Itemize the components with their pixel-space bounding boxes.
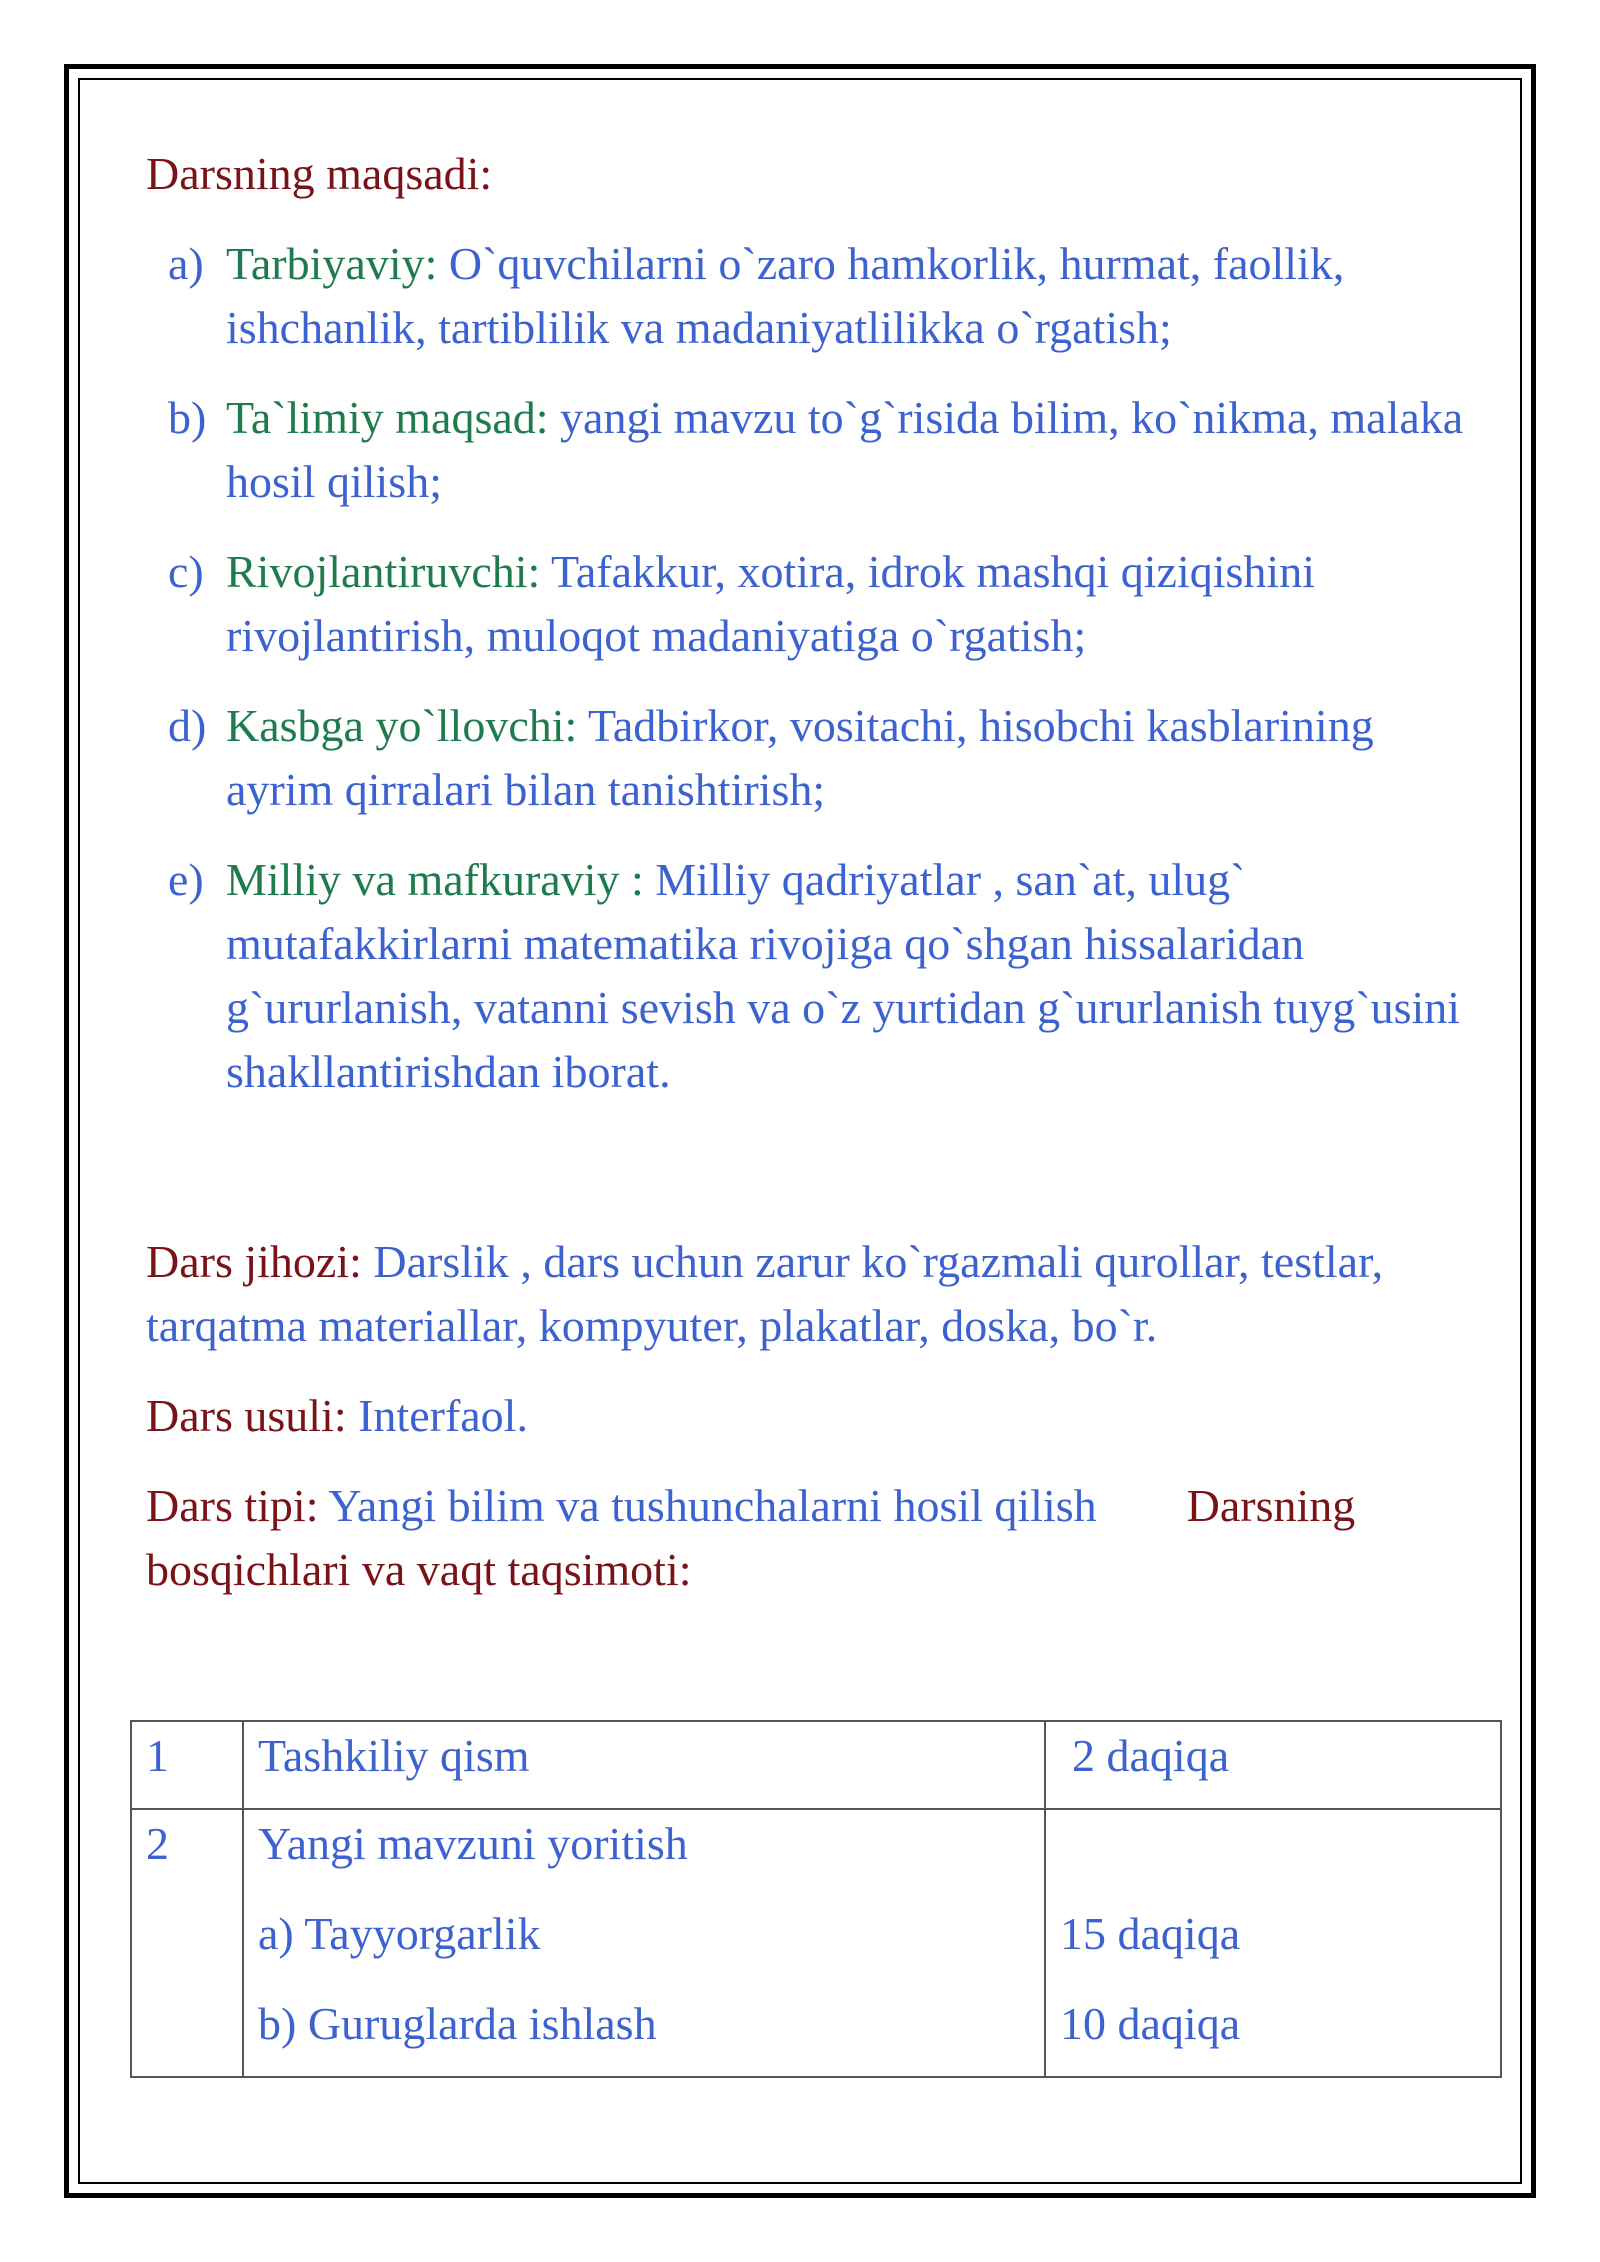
equipment-text: Darslik , dars uchun zarur ko`rgazmali qurollar, testlar, tarqatma materiallar, kompyuter, plakatlar, doska, bo`r. [146,1236,1384,1351]
goal-marker: d) [168,700,207,751]
goal-marker: a) [168,238,204,289]
goal-item [146,232,1466,360]
stages-table [130,1720,1502,2078]
goal-text: Tadbirkor, vositachi, hisobchi kasblarining ayrim qirralari bilan tanishtirish; [226,700,1374,815]
method-label: Dars usuli: [146,1390,347,1441]
goal-item [146,540,1466,668]
goal-text: Milliy qadriyatlar , san`at, ulug` mutafakkirlarni matematika rivojiga qo`shgan hissalaridan g`ururlanish, vatanni sevish va o`z yurtidan g`ururlanish tuyg`usini shakllantirishdan iborat. [226,854,1461,1097]
stages-heading-end: bosqichlari va vaqt taqsimoti: [146,1544,692,1595]
goal-text: yangi mavzu to`g`risida bilim, ko`nikma, malaka hosil qilish; [226,392,1464,507]
stage-substep: a) Tayyorgarlik [258,1908,541,1959]
goal-label: Tarbiyaviy: [226,238,438,289]
stage-time: 2 daqiqa [1045,1721,1501,1809]
goal-label: Kasbga yo`llovchi: [226,700,578,751]
goal-item [146,694,1466,822]
goal-label: Milliy va mafkuraviy : [226,854,644,905]
table-row [131,1809,1501,2077]
type-label: Dars tipi: [146,1480,319,1531]
method-paragraph [146,1384,1466,1448]
goal-text: Tafakkur, xotira, idrok mashqi qiziqishini rivojlantirish, muloqot madaniyatiga o`rgatish; [226,546,1315,661]
goal-marker: c) [168,546,204,597]
goals-list [146,232,1466,1104]
type-text: Yangi bilim va tushunchalarni hosil qilish [328,1480,1097,1531]
equipment-label: Dars jihozi: [146,1236,362,1287]
type-paragraph [146,1474,1466,1602]
stage-name-cell [243,1809,1045,2077]
goal-label: Rivojlantiruvchi: [226,546,541,597]
goal-marker: e) [168,854,204,905]
stage-substep: b) Guruglarda ishlash [258,1998,657,2049]
method-text: Interfaol. [358,1390,528,1441]
goal-label: Ta`limiy maqsad: [226,392,549,443]
document-content [146,142,1466,1602]
goal-text: O`quvchilarni o`zaro hamkorlik, hurmat, faollik, ishchanlik, tartiblilik va madaniyatlilikka o`rgatish; [226,238,1345,353]
goal-item [146,848,1466,1104]
stage-time: 15 daqiqa [1060,1908,1241,1959]
stage-number: 2 [131,1809,243,2077]
table-row [131,1721,1501,1809]
goal-item [146,386,1466,514]
equipment-paragraph [146,1230,1466,1358]
stage-time-cell [1045,1809,1501,2077]
stage-time: 10 daqiqa [1060,1998,1241,2049]
goal-marker: b) [168,392,207,443]
stage-number: 1 [131,1721,243,1809]
goals-heading: Darsning maqsadi: [146,148,493,199]
stage-name: Tashkiliy qism [243,1721,1045,1809]
stages-heading-start: Darsning [1186,1480,1356,1531]
stage-name: Yangi mavzuni yoritish [258,1818,688,1869]
